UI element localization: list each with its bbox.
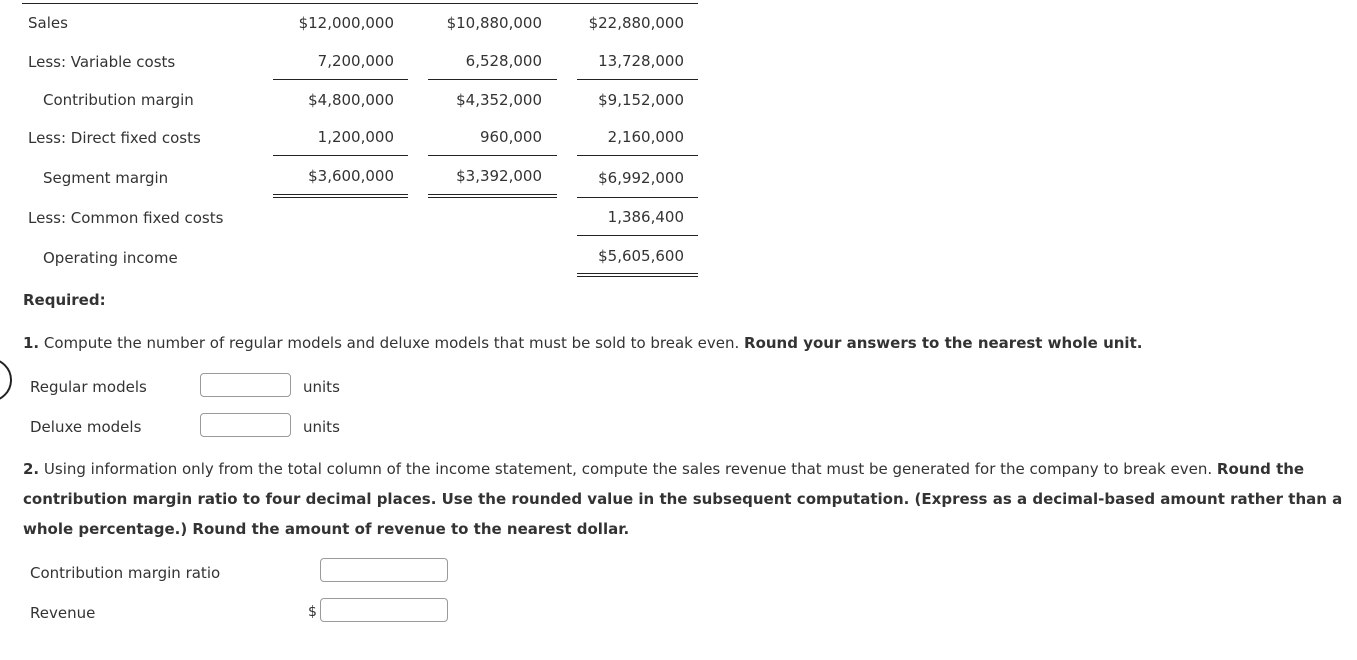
double-underline-deluxe-segment <box>428 194 557 198</box>
row-label-sales: Sales <box>28 14 68 32</box>
question-2-number: 2. <box>23 460 40 478</box>
regular-models-label: Regular models <box>30 378 147 396</box>
double-underline-regular-segment <box>273 194 408 198</box>
underline-deluxe-direct-fixed <box>428 155 557 156</box>
table-top-rule <box>22 3 698 4</box>
cell-regular-contribution-margin: $4,800,000 <box>308 91 394 109</box>
question-1-text <box>23 328 1343 358</box>
cell-total-variable-costs: 13,728,000 <box>598 52 684 70</box>
underline-total-variable <box>577 79 698 80</box>
underline-regular-variable <box>273 79 408 80</box>
deluxe-models-label: Deluxe models <box>30 418 142 436</box>
cell-deluxe-direct-fixed: 960,000 <box>479 128 542 146</box>
row-label-contribution-margin: Contribution margin <box>43 91 194 109</box>
cell-deluxe-contribution-margin: $4,352,000 <box>456 91 542 109</box>
double-underline-total-operating-income <box>577 273 698 277</box>
focus-indicator-arc <box>0 358 12 402</box>
cell-deluxe-sales: $10,880,000 <box>446 14 542 32</box>
question-2-body: Using information only from the total column of the income statement, compute the sales revenue that must be generated for the company to break even. <box>39 460 1217 478</box>
cell-total-direct-fixed: 2,160,000 <box>607 128 684 146</box>
row-label-variable-costs: Less: Variable costs <box>28 53 176 71</box>
cell-regular-direct-fixed: 1,200,000 <box>317 128 394 146</box>
underline-total-direct-fixed <box>577 155 698 156</box>
regular-models-input[interactable] <box>200 373 291 397</box>
deluxe-models-input[interactable] <box>200 413 291 437</box>
question-1-body: Compute the number of regular models and deluxe models that must be sold to break even. <box>39 334 745 352</box>
row-label-common-fixed-costs: Less: Common fixed costs <box>28 209 224 227</box>
cell-deluxe-variable-costs: 6,528,000 <box>465 52 542 70</box>
row-label-operating-income: Operating income <box>43 249 178 267</box>
cell-regular-variable-costs: 7,200,000 <box>317 52 394 70</box>
underline-regular-direct-fixed <box>273 155 408 156</box>
row-label-segment-margin: Segment margin <box>43 169 169 187</box>
cell-total-common-fixed: 1,386,400 <box>607 208 684 226</box>
contribution-margin-ratio-input[interactable] <box>320 558 448 582</box>
question-2-instruction: Round the contribution margin ratio to four decimal places. Use the rounded value in the subsequent computation. (Express as a decimal-based amount rather than a whole percentage.) Round the amount of revenue to the nearest dollar. <box>23 460 1343 538</box>
cell-deluxe-segment-margin: $3,392,000 <box>456 167 542 185</box>
required-heading: Required: <box>23 291 106 309</box>
deluxe-models-unit: units <box>303 418 340 436</box>
revenue-input[interactable] <box>320 598 448 622</box>
cell-total-sales: $22,880,000 <box>588 14 684 32</box>
cell-total-contribution-margin: $9,152,000 <box>598 91 684 109</box>
question-1-number: 1. <box>23 334 40 352</box>
cell-regular-segment-margin: $3,600,000 <box>308 167 394 185</box>
revenue-currency-prefix: $ <box>308 604 317 620</box>
regular-models-unit: units <box>303 378 340 396</box>
underline-total-common-fixed <box>577 235 698 236</box>
row-label-direct-fixed-costs: Less: Direct fixed costs <box>28 129 201 147</box>
revenue-label: Revenue <box>30 604 96 622</box>
contribution-margin-ratio-label: Contribution margin ratio <box>30 564 221 582</box>
cell-regular-sales: $12,000,000 <box>298 14 394 32</box>
cell-total-segment-margin: $6,992,000 <box>598 169 684 187</box>
question-1-instruction: Round your answers to the nearest whole unit. <box>744 334 1143 352</box>
underline-deluxe-variable <box>428 79 557 80</box>
question-2-text <box>23 454 1343 544</box>
underline-total-segment <box>577 197 698 198</box>
cell-total-operating-income: $5,605,600 <box>598 247 684 265</box>
